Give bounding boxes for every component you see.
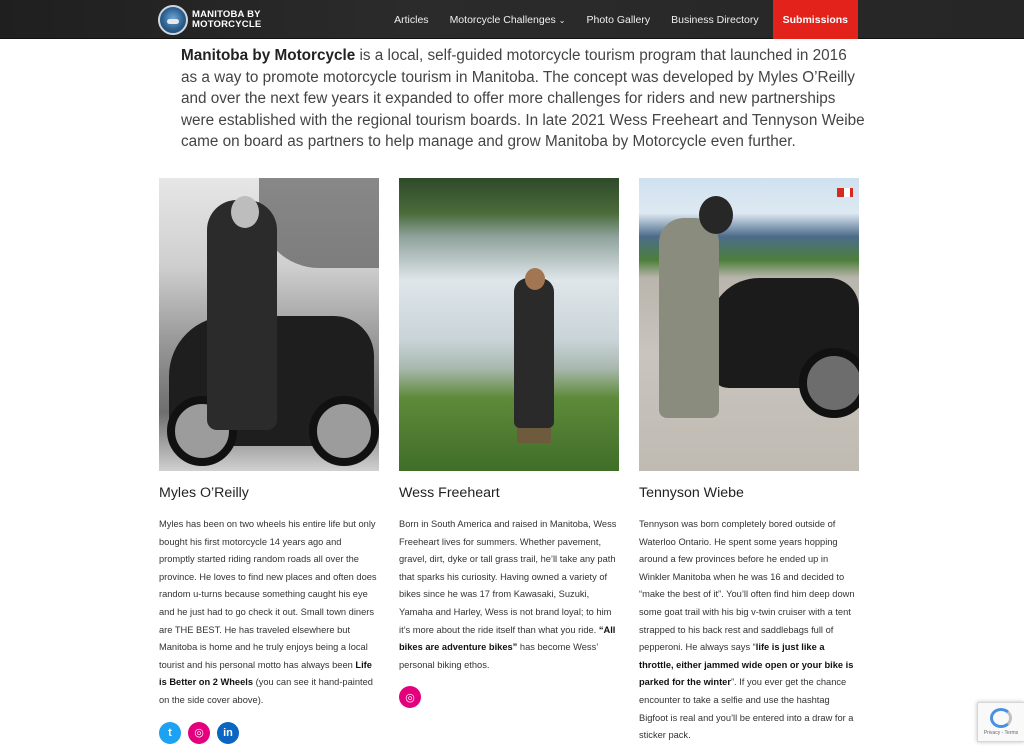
site-header	[0, 0, 1024, 39]
instagram-icon[interactable]: ◎	[399, 686, 421, 708]
photo-person	[514, 278, 554, 428]
team-member-card	[159, 178, 379, 744]
team-member-card	[399, 178, 619, 708]
member-bio	[159, 516, 379, 710]
photo-head	[525, 268, 545, 290]
bio-text-end: (you can see it hand-painted on the side cover above).	[159, 677, 373, 705]
member-bio	[639, 516, 859, 745]
member-name: Myles O’Reilly	[159, 485, 249, 501]
bio-text: Myles has been on two wheels his entire life but only bought his first motorcycle 14 years ago and promptly started riding random roads all over the province. He loves to find new places and often does random u-turns because something caught his eye and he just had to go check it out. Small town diners are THE BEST. He has traveled elsewhere but Manitoba is home and he truly enjoys being a local tourist and his personal motto has always been	[159, 519, 377, 670]
nav-photo-gallery[interactable]: Photo Gallery	[586, 13, 651, 26]
site-logo[interactable]	[158, 3, 261, 37]
nav-articles[interactable]: Articles	[394, 13, 429, 26]
member-name: Tennyson Wiebe	[639, 485, 744, 501]
team-member-card	[639, 178, 859, 745]
member-photo	[159, 178, 379, 471]
bio-bold: Life is Better on 2 Wheels	[159, 659, 372, 688]
photo-person	[659, 218, 719, 418]
member-name: Wess Freeheart	[399, 485, 500, 501]
recaptcha-text: Privacy - Terms	[983, 730, 1019, 736]
twitter-icon[interactable]: t	[159, 722, 181, 744]
photo-tree	[259, 178, 379, 268]
photo-wheel	[309, 396, 379, 466]
instagram-icon[interactable]: ◎	[188, 722, 210, 744]
chevron-down-icon: ⌄	[558, 15, 566, 25]
nav-submissions-button[interactable]: Submissions	[773, 0, 858, 39]
nav-business-directory[interactable]: Business Directory	[671, 13, 759, 26]
member-socials	[399, 686, 619, 708]
member-bio	[399, 516, 619, 674]
logo-text	[192, 10, 261, 30]
photo-head	[699, 196, 733, 234]
member-photo	[639, 178, 859, 471]
canada-flag-icon	[837, 188, 853, 197]
linkedin-icon[interactable]: in	[217, 722, 239, 744]
recaptcha-badge[interactable]	[977, 702, 1024, 742]
logo-badge-icon	[158, 5, 188, 35]
member-photo	[399, 178, 619, 471]
logo-line-1: MANITOBA BY	[192, 9, 261, 20]
nav-motorcycle-challenges[interactable]	[450, 14, 566, 26]
logo-line-2: MOTORCYCLE	[192, 19, 262, 30]
bio-bold: “All bikes are adventure bikes”	[399, 624, 616, 653]
nav-motorcycle-challenges-label: Motorcycle Challenges	[449, 13, 556, 26]
bio-text: Born in South America and raised in Manitoba, Wess Freeheart lives for summers. Whether pavement, gravel, dirt, dyke or tall grass trail, he’ll take any path that sparks his curiosity. Having owned a variety of bikes since he was 17 from Kawasaki, Suzuki, Yamaha and Harley, Wess is not brand loyal; to him it’s more about the ride itself than what you ride.	[399, 519, 617, 635]
bio-text: Tennyson was born completely bored outside of Waterloo Ontario. He spent some years hopping around a few provinces before he ended up in Winkler Manitoba when he was 16 and decided to “make the best of it”. You’ll often find him deep down some goat trail with his big v-twin cruiser with a tent strapped to his back rest and saddlebags full of pepperoni. He always says “	[639, 519, 855, 653]
bio-text-end: has become Wess’ personal biking ethos.	[399, 642, 598, 670]
intro-paragraph	[181, 45, 865, 153]
photo-head	[231, 196, 259, 228]
main-nav	[373, 0, 858, 39]
member-socials	[159, 722, 379, 744]
photo-wheel	[799, 348, 859, 418]
recaptcha-icon	[990, 708, 1012, 728]
bio-text-end: ”. If you ever get the chance encounter to take a selfie and use the hashtag Bigfoot is real and you’ll be entered into a draw for a sticker pack.	[639, 677, 854, 741]
bio-bold: life is just like a throttle, either jammed wide open or your bike is parked for the winter	[639, 642, 854, 688]
intro-bold: Manitoba by Motorcycle	[181, 47, 356, 64]
intro-text: is a local, self-guided motorcycle tourism program that launched in 2016 as a way to promote motorcycle tourism in Manitoba. The concept was developed by Myles O’Reilly and over the next few years it expanded to offer more challenges for riders and new partnerships were established with the regional tourism boards. In late 2021 Wess Freeheart and Tennyson Weibe came on board as partners to help manage and grow Manitoba by Motorcycle even further.	[181, 47, 865, 151]
photo-person	[207, 200, 277, 430]
